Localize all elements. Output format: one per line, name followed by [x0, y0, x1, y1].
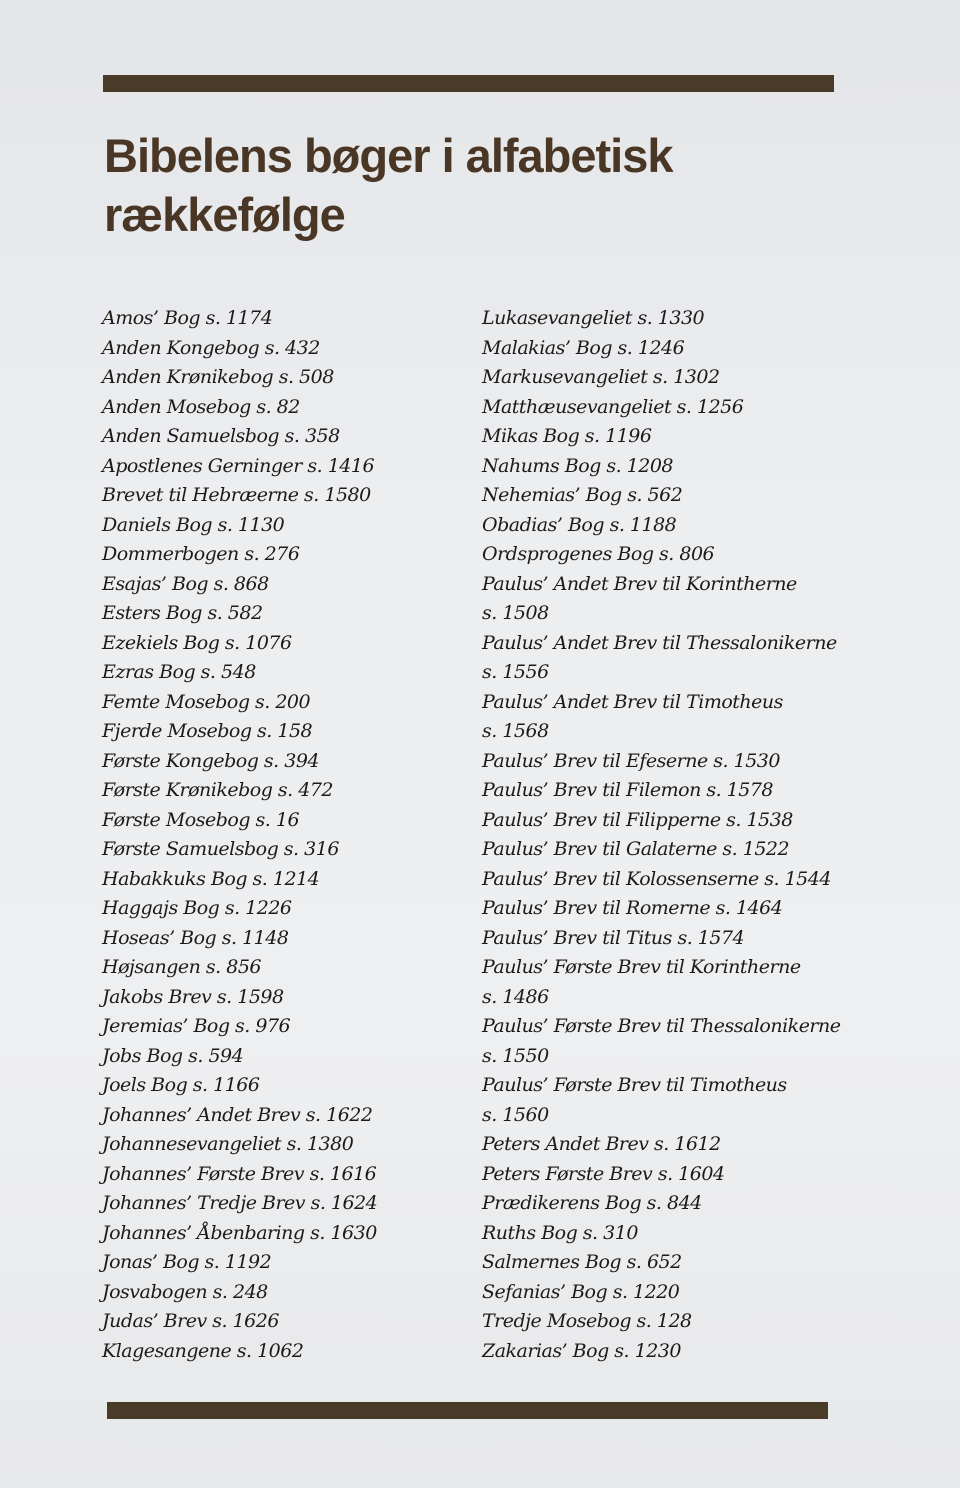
book-entry: Anden Krønikebog s. 508: [102, 366, 334, 388]
book-entry: Johannes’ Andet Brev s. 1622: [102, 1103, 373, 1126]
book-entry: Matthæusevangeliet s. 1256: [482, 395, 744, 418]
book-entry: Joels Bog s. 1166: [102, 1074, 260, 1096]
book-entry: Højsangen s. 856: [102, 956, 261, 978]
book-entry: Josvabogen s. 248: [102, 1280, 268, 1303]
book-entry-page: s. 1550: [482, 1044, 549, 1067]
book-entry: Peters Første Brev s. 1604: [482, 1162, 725, 1185]
book-entry: Judas’ Brev s. 1626: [102, 1310, 279, 1332]
book-entry: Apostlenes Gerninger s. 1416: [102, 454, 375, 477]
book-entry: Daniels Bog s. 1130: [102, 513, 285, 536]
book-list-right: [482, 304, 841, 1366]
book-entry: Jakobs Brev s. 1598: [102, 985, 284, 1008]
book-entry: Markusevangeliet s. 1302: [482, 366, 720, 388]
book-entry: Lukasevangeliet s. 1330: [482, 307, 705, 329]
book-entry: Salmernes Bog s. 652: [482, 1251, 682, 1273]
book-entry: Habakkuks Bog s. 1214: [102, 867, 320, 890]
book-entry: Ezekiels Bog s. 1076: [102, 631, 292, 654]
book-entry: Mikas Bog s. 1196: [482, 425, 652, 447]
book-entry: Paulus’ Brev til Titus s. 1574: [482, 926, 745, 949]
book-entry: Prædikerens Bog s. 844: [482, 1192, 702, 1214]
book-entry: Nehemias’ Bog s. 562: [482, 484, 683, 506]
book-entry: Brevet til Hebræerne s. 1580: [102, 484, 371, 506]
book-entry-page: s. 1568: [482, 720, 549, 742]
book-entry: Paulus’ Første Brev til Thessalonikerne: [482, 1015, 841, 1037]
book-entry: Peters Andet Brev s. 1612: [482, 1133, 721, 1155]
book-entry: Anden Samuelsbog s. 358: [102, 425, 340, 447]
book-entry: Tredje Mosebog s. 128: [482, 1310, 692, 1332]
book-entry: Ordsprogenes Bog s. 806: [482, 543, 715, 565]
book-entry: Paulus’ Andet Brev til Timotheus: [482, 690, 783, 713]
book-entry: Dommerbogen s. 276: [102, 543, 300, 565]
book-entry: Hoseas’ Bog s. 1148: [102, 926, 289, 949]
book-entry: Paulus’ Første Brev til Korintherne: [482, 956, 801, 978]
book-entry: Paulus’ Brev til Kolossenserne s. 1544: [482, 867, 831, 890]
book-entry: Zakarias’ Bog s. 1230: [482, 1339, 681, 1362]
book-entry: Klagesangene s. 1062: [102, 1339, 304, 1362]
book-entry: Første Samuelsbog s. 316: [102, 838, 339, 860]
book-entry: Jonas’ Bog s. 1192: [102, 1251, 272, 1273]
book-entry: Malakias’ Bog s. 1246: [482, 336, 685, 359]
book-entry: Paulus’ Andet Brev til Korintherne: [482, 572, 797, 595]
book-entry-page: s. 1560: [482, 1103, 549, 1126]
page-title: Bibelens bøger i alfabetisk rækkefølge: [104, 129, 673, 241]
book-entry: Esajas’ Bog s. 868: [102, 572, 269, 595]
book-entry: Første Kongebog s. 394: [102, 749, 319, 772]
book-entry-page: s. 1556: [482, 661, 549, 683]
book-entry: Johannesevangeliet s. 1380: [102, 1133, 354, 1155]
top-divider: [103, 75, 834, 92]
book-entry: Anden Kongebog s. 432: [102, 336, 320, 359]
book-entry: Paulus’ Brev til Romerne s. 1464: [482, 897, 783, 919]
book-entry: Ruths Bog s. 310: [482, 1221, 638, 1244]
book-entry: Jobs Bog s. 594: [102, 1044, 244, 1067]
book-entry: Paulus’ Brev til Filipperne s. 1538: [482, 808, 793, 831]
book-entry: Paulus’ Brev til Galaterne s. 1522: [482, 838, 790, 860]
book-entry: Første Mosebog s. 16: [102, 808, 300, 831]
book-entry-page: s. 1486: [482, 985, 549, 1008]
book-entry: Fjerde Mosebog s. 158: [102, 720, 313, 742]
book-entry: Obadias’ Bog s. 1188: [482, 513, 677, 536]
book-entry: Femte Mosebog s. 200: [102, 690, 311, 713]
book-entry: Jeremias’ Bog s. 976: [102, 1015, 291, 1037]
book-entry: Sefanias’ Bog s. 1220: [482, 1280, 680, 1303]
book-entry: Esters Bog s. 582: [102, 602, 263, 624]
book-entry: Første Krønikebog s. 472: [102, 779, 334, 801]
book-entry: Haggajs Bog s. 1226: [102, 897, 292, 919]
book-entry: Johannes’ Tredje Brev s. 1624: [102, 1192, 378, 1214]
book-entry: Paulus’ Brev til Filemon s. 1578: [482, 779, 774, 801]
bottom-divider: [107, 1402, 828, 1419]
book-entry: Nahums Bog s. 1208: [482, 454, 674, 477]
book-entry: Johannes’ Åbenbaring s. 1630: [102, 1221, 377, 1244]
book-entry: Anden Mosebog s. 82: [102, 395, 300, 418]
book-list-left: [102, 304, 472, 1366]
book-entry: Paulus’ Brev til Efeserne s. 1530: [482, 749, 780, 772]
book-entry: Paulus’ Første Brev til Timotheus: [482, 1074, 787, 1096]
book-entry: Paulus’ Andet Brev til Thessalonikerne: [482, 631, 837, 654]
book-entry-page: s. 1508: [482, 602, 549, 624]
book-entry: Ezras Bog s. 548: [102, 661, 256, 683]
book-entry: Johannes’ Første Brev s. 1616: [102, 1162, 377, 1185]
book-entry: Amos’ Bog s. 1174: [102, 307, 273, 329]
